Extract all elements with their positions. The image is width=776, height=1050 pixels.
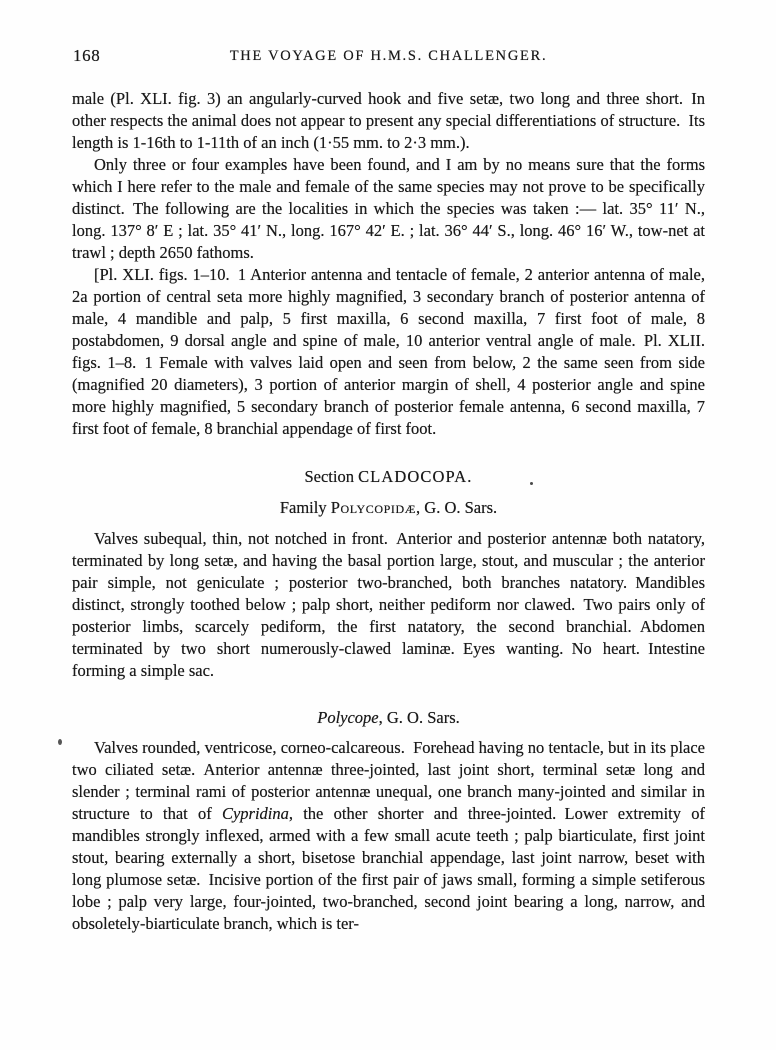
section-heading-name: CLADOCOPA. (358, 467, 473, 486)
paragraph-genus-description (72, 737, 705, 935)
paragraph-localities: Only three or four examples have been found, and I am by no means sure that the forms which I here refer to the male and female of the same species may not prove to be specifically distinct. The following are the localities in which the species was taken :— lat. 35° 11′ N., long. 137° 8′ E ; lat. 35° 41′ N., long. 167° 42′ E. ; lat. 36° 44′ S., long. 46° 16′ W., tow-net at trawl ; depth 2650 fathoms. (72, 155, 705, 262)
running-title: THE VOYAGE OF H.M.S. CHALLENGER. (229, 48, 548, 64)
genus-description-text-2: , the other shorter and three-jointed. Lower extremity of mandibles strongly inflexed, armed with a few small acute teeth ; palp biarticulate, first joint stout, bearing externally a short, bisetose branchial appendage, last joint narrow, beset with long plumose setæ. Incisive portion of the first pair of jaws small, forming a simple setiferous lobe ; palp very large, four-jointed, two-branched, second joint bearing a long, narrow, and obsoletely-biarticulate branch, which is ter- (72, 804, 705, 933)
family-heading-name: Polycopidæ (330, 498, 417, 517)
ink-speck (58, 739, 62, 745)
section-heading-prefix: Section (304, 467, 359, 486)
genus-heading-author: , G. O. Sars. (378, 708, 460, 727)
ink-speck (530, 482, 533, 485)
section-heading (72, 466, 705, 488)
paragraph-male-description: male (Pl. XLI. fig. 3) an angularly-curved hook and five setæ, two long and three short. In other respects the animal does not appear to present any special differentiations of structure. Its length is 1-16th to 1-11th of an inch (1·55 mm. to 2·3 mm.). (72, 89, 705, 152)
paragraph-plate-figure-list: [Pl. XLI. figs. 1–10. 1 Anterior antenna and tentacle of female, 2 anterior antenna of male, 2a portion of central seta more highly magnified, 3 secondary branch of posterior antenna of male, 4 mandible and palp, 5 first maxilla, 6 second maxilla, 7 first foot of male, 8 postabdomen, 9 dorsal angle and spine of male, 10 anterior ventral angle of male. Pl. XLII. figs. 1–8. 1 Female with valves laid open and seen from below, 2 the same seen from side (magnified 20 diameters), 3 portion of anterior margin of shell, 4 posterior angle and spine more highly magnified, 5 secondary branch of posterior female antenna, 6 second maxilla, 7 first foot of female, 8 branchial appendage of first foot. (72, 265, 705, 438)
paragraph-family-description: Valves subequal, thin, not notched in front. Anterior and posterior antennæ both natatory, terminated by long setæ, and having the basal portion large, stout, and muscular ; the anterior pair simple, not geniculate ; posterior two-branched, both branches natatory. Mandibles distinct, strongly toothed below ; palp short, neither pediform nor clawed. Two pairs only of posterior limbs, scarcely pediform, the first natatory, the second branchial. Abdomen terminated by two short numerously-clawed laminæ. Eyes wanting. No heart. Intestine forming a simple sac. (72, 529, 705, 680)
family-heading (72, 497, 705, 519)
page-header (72, 46, 705, 66)
genus-heading-name: Polycope (317, 708, 379, 727)
genus-heading (72, 707, 705, 729)
page-number: 168 (73, 46, 101, 65)
family-heading-prefix: Family (279, 498, 331, 517)
genus-description-text-1: Valves rounded, ventricose, corneo-calcareous. Forehead having no tentacle, but in its place two ciliated setæ. Anterior antennæ three-jointed, last joint short, terminal setæ long and slender ; terminal rami of posterior antennæ unequal, one branch many-jointed and similar in structure to that of (72, 738, 705, 823)
genus-description-italic-term: Cypridina (221, 804, 289, 823)
family-heading-author: , G. O. Sars. (416, 498, 498, 517)
